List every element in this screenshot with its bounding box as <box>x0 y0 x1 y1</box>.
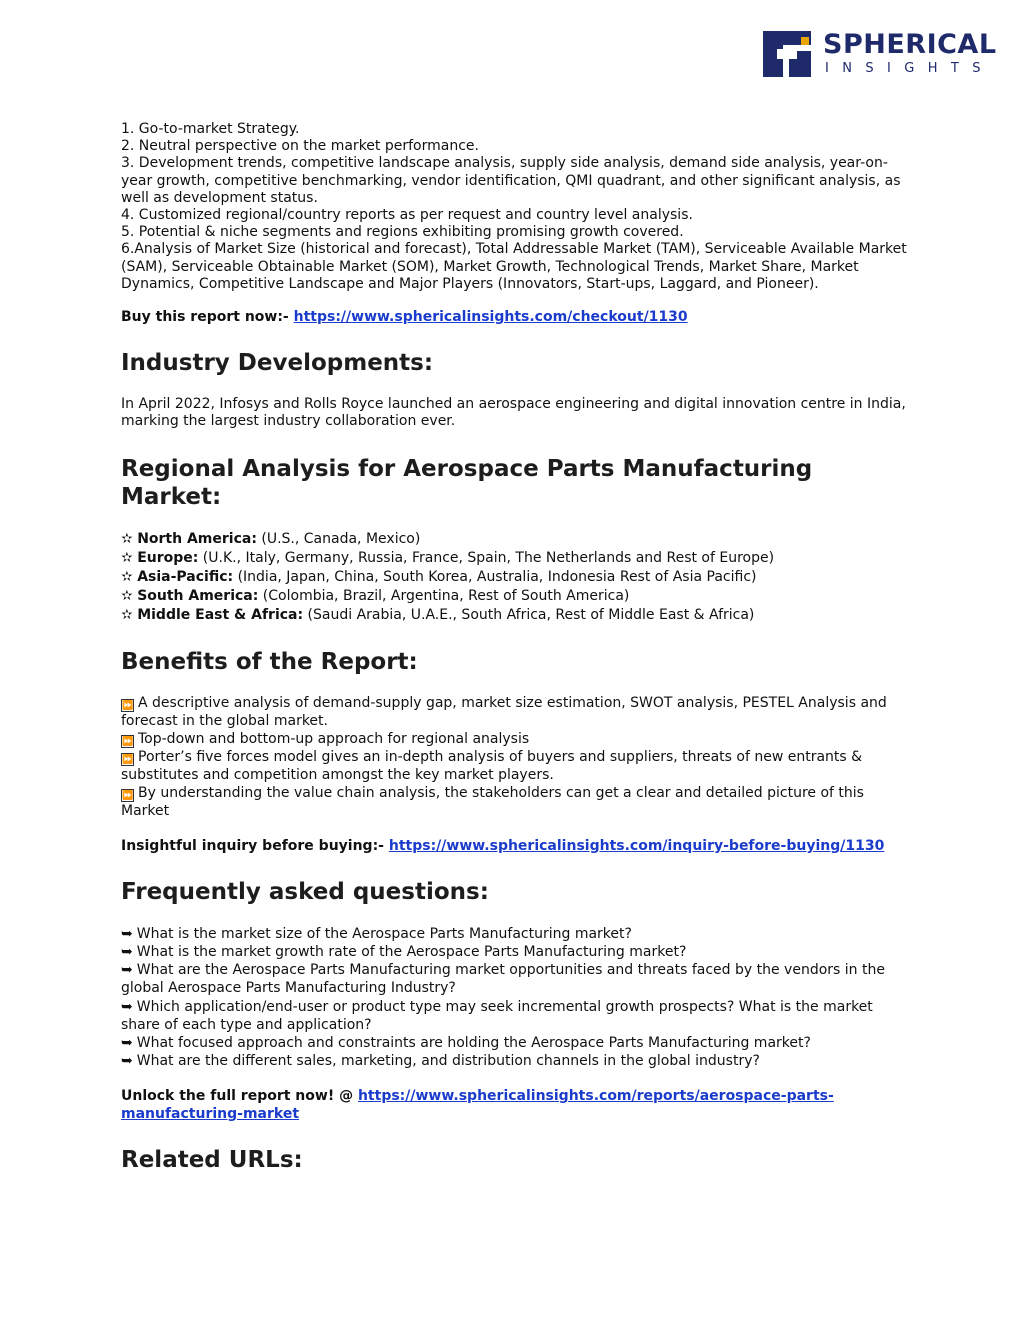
unlock-label: Unlock the full report now! @ <box>121 1088 358 1105</box>
star-icon: ✫ <box>121 549 133 566</box>
benefit-item <box>121 784 911 820</box>
intro-item: 2. Neutral perspective on the market performance. <box>121 138 479 155</box>
faq-item <box>121 1052 911 1070</box>
intro-item: 6.Analysis of Market Size (historical and forecast), Total Addressable Market (TAM), Serviceable Available Market (SAM), Serviceable Obtainable Market (SOM), Market Growth, Technological Trends, Market Share, Market Dynamics, Competitive Landscape and Major Players (Innovators, Start-ups, Laggard, and Pioneer). <box>121 241 907 292</box>
star-icon: ✫ <box>121 530 133 547</box>
arrow-icon: ➥ <box>121 962 133 979</box>
intro-item: 3. Development trends, competitive landscape analysis, supply side analysis, demand side analysis, year-on-year growth, competitive benchmarking, vendor identification, QMI quadrant, and other significant analysis, as well as development status. <box>121 155 901 206</box>
star-icon: ✫ <box>121 587 133 604</box>
checkout-link[interactable]: https://www.sphericalinsights.com/checkout/1130 <box>293 309 688 326</box>
faq-heading: Frequently asked questions: <box>121 878 489 905</box>
fast-forward-icon: ⏩ <box>122 754 134 765</box>
industry-developments-text: In April 2022, Infosys and Rolls Royce launched an aerospace engineering and digital innovation centre in India, marking the largest industry collaboration ever. <box>121 396 906 430</box>
regional-analysis-heading: Regional Analysis for Aerospace Parts Manufacturing Market: <box>121 455 813 510</box>
faq-item <box>121 998 911 1034</box>
faq-item <box>121 961 911 997</box>
benefits-list <box>121 694 911 820</box>
region-list <box>121 530 911 625</box>
faq-list <box>121 925 911 1071</box>
faq-question: What is the market size of the Aerospace Parts Manufacturing market? <box>136 925 632 942</box>
faq-item <box>121 1034 911 1052</box>
arrow-icon: ➥ <box>121 1053 133 1070</box>
benefits-heading: Benefits of the Report: <box>121 648 418 675</box>
benefit-item <box>121 730 911 748</box>
arrow-icon: ➥ <box>121 925 133 942</box>
intro-list <box>121 121 911 293</box>
intro-item: 4. Customized regional/country reports as per request and country level analysis. <box>121 207 693 224</box>
benefit-item <box>121 748 911 784</box>
buy-report-line <box>121 309 911 326</box>
intro-item: 1. Go-to-market Strategy. <box>121 121 300 137</box>
faq-item <box>121 943 911 961</box>
benefit-text: A descriptive analysis of demand-supply gap, market size estimation, SWOT analysis, PESTEL Analysis and forecast in the global market. <box>121 694 887 729</box>
related-urls-heading: Related URLs: <box>121 1146 303 1173</box>
benefit-text: Porter’s five forces model gives an in-depth analysis of buyers and suppliers, threats of new entrants & substitutes and competition amongst the key market players. <box>121 748 863 783</box>
region-name: Middle East & Africa: <box>137 606 304 623</box>
region-item <box>121 606 911 625</box>
arrow-icon: ➥ <box>121 944 133 961</box>
arrow-icon: ➥ <box>121 998 133 1015</box>
fast-forward-icon: ⏩ <box>122 790 134 801</box>
faq-question: What is the market growth rate of the Aerospace Parts Manufacturing market? <box>136 944 687 961</box>
region-detail: (U.S., Canada, Mexico) <box>256 530 421 547</box>
logo-mark-icon <box>763 31 811 77</box>
report-link[interactable]: https://www.sphericalinsights.com/reports/aerospace-parts-manufacturing-market <box>121 1088 834 1122</box>
logo-wordmark: SPHERICAL <box>823 29 997 60</box>
faq-question: Which application/end-user or product type may seek incremental growth prospects? What is the market share of each type and application? <box>121 998 873 1033</box>
benefit-text: By understanding the value chain analysis, the stakeholders can get a clear and detailed picture of this Market <box>121 784 864 819</box>
region-item <box>121 568 911 587</box>
star-icon: ✫ <box>121 568 133 585</box>
faq-question: What are the Aerospace Parts Manufacturing market opportunities and threats faced by the vendors in the global Aerospace Parts Manufacturing Industry? <box>121 962 885 997</box>
fast-forward-icon: ⏩ <box>122 736 134 747</box>
region-detail: (Colombia, Brazil, Argentina, Rest of South America) <box>258 587 630 604</box>
benefit-text: Top-down and bottom-up approach for regional analysis <box>138 730 530 747</box>
industry-developments-heading: Industry Developments: <box>121 350 434 377</box>
star-icon: ✫ <box>121 606 133 623</box>
spherical-insights-logo <box>763 29 997 78</box>
faq-question: What focused approach and constraints are holding the Aerospace Parts Manufacturing market? <box>136 1035 811 1052</box>
region-item <box>121 587 911 606</box>
inquiry-label: Insightful inquiry before buying:- <box>121 837 389 854</box>
intro-item: 5. Potential & niche segments and regions exhibiting promising growth covered. <box>121 224 684 241</box>
inquiry-link[interactable]: https://www.sphericalinsights.com/inquiry-before-buying/1130 <box>388 837 885 854</box>
region-detail: (U.K., Italy, Germany, Russia, France, Spain, The Netherlands and Rest of Europe) <box>198 549 775 566</box>
arrow-icon: ➥ <box>121 1035 133 1052</box>
document-body <box>121 121 911 1174</box>
inquiry-line <box>121 838 911 855</box>
fast-forward-icon: ⏩ <box>122 700 134 711</box>
logo-subtitle: INSIGHTS <box>825 61 994 76</box>
region-name: Europe: <box>137 549 199 566</box>
buy-label: Buy this report now:- <box>121 309 294 326</box>
faq-question: What are the different sales, marketing, and distribution channels in the global industry? <box>136 1053 760 1070</box>
region-detail: (India, Japan, China, South Korea, Australia, Indonesia Rest of Asia Pacific) <box>233 568 757 585</box>
region-item <box>121 549 911 568</box>
benefit-item <box>121 694 911 730</box>
region-item <box>121 530 911 549</box>
unlock-report-line <box>121 1088 911 1122</box>
region-detail: (Saudi Arabia, U.A.E., South Africa, Rest of Middle East & Africa) <box>303 606 755 623</box>
region-name: North America: <box>137 530 257 547</box>
region-name: South America: <box>137 587 259 604</box>
faq-item <box>121 925 911 943</box>
region-name: Asia-Pacific: <box>137 568 234 585</box>
